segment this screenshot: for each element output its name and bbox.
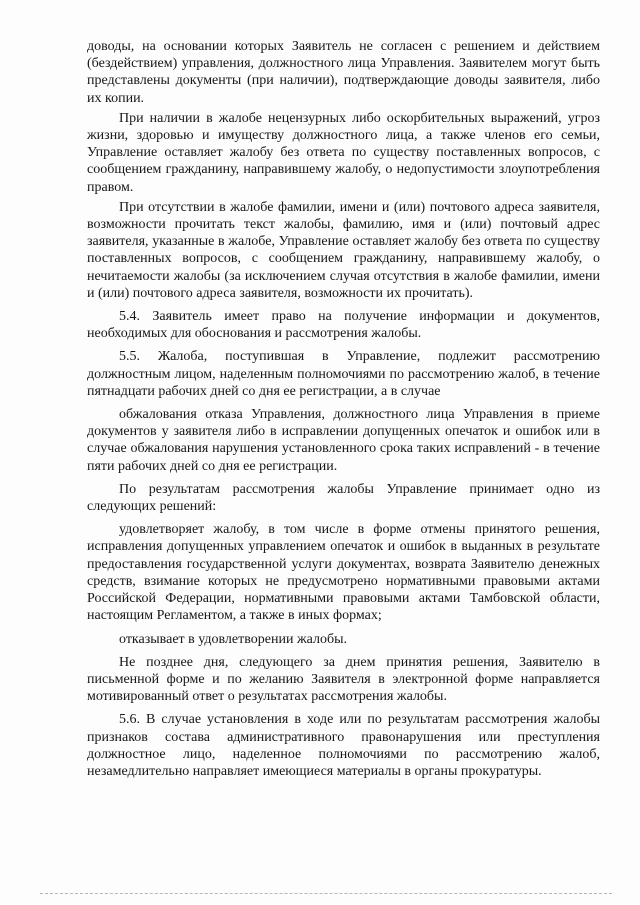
paragraph-arguments: доводы, на основании которых Заявитель не согласен с решением и действием (бездействием) управления, должностного лица Управления. Заявителем могут быть представлены документы (при наличии), подтверждающие доводы заявителя, либо их копии. (87, 39, 600, 106)
paragraph-5-4: 5.4. Заявитель имеет право на получение информации и документов, необходимых для обоснования и рассмотрения жалобы. (87, 309, 600, 342)
paragraph-response-deadline: Не позднее дня, следующего за днем принятия решения, Заявителю в письменной форме и по желанию Заявителя в электронной форме направляется мотивированный ответ о результатах рассмотрения жалобы. (87, 654, 600, 705)
paragraph-decision-refuse: отказывает в удовлетворении жалобы. (119, 631, 347, 647)
paragraph-missing-name: При отсутствии в жалобе фамилии, имени и (или) почтового адреса заявителя, возможности прочитать текст жалобы, фамилию, имя и (или) почтовый адрес заявителя, указанные в жалобе, Управление оставляет жалобу без ответа по существу поставленных вопросов, с сообщением гражданину, направившему жалобу, о нечитаемости жалобы (за исключением случая отсутствия в жалобе фамилии, имени и (или) почтового адреса заявителя, возможности их прочитать). (87, 199, 600, 301)
paragraph-decision-satisfy: удовлетворяет жалобу, в том числе в форме отмены принятого решения, исправления допущенных управлением опечаток и ошибок в выданных в результате предоставления государственной услуги документах, возврата Заявителю денежных средств, взимание которых не предусмотрено нормативными правовыми актами Российской Федерации, нормативными правовыми актами Тамбовской области, настоящим Регламентом, а также в иных формах; (87, 522, 600, 624)
paragraph-decisions-intro: По результатам рассмотрения жалобы Управление принимает одно из следующих решений: (87, 481, 600, 515)
page-bottom-edge (40, 893, 612, 894)
paragraph-5-6: 5.6. В случае установления в ходе или по результатам рассмотрения жалобы признаков состава административного правонарушения или преступления должностное лицо, наделенное полномочиями по рассмотрению жалоб, незамедлительно направляет имеющиеся материалы в органы прокуратуры. (87, 712, 600, 779)
document-body (87, 38, 600, 783)
paragraph-offensive-language: При наличии в жалобе нецензурных либо оскорбительных выражений, угроз жизни, здоровью и имуществу должностного лица, а также членов его семьи, Управление оставляет жалобу без ответа по существу поставленных вопросов, с сообщением гражданину, направившему жалобу, о недопустимости злоупотребления правом. (87, 110, 600, 195)
paragraph-appeal-refusal: обжалования отказа Управления, должностного лица Управления в приеме документов у заявителя либо в исправлении допущенных опечаток и ошибок или в случае обжалования нарушения установленного срока таких исправлений - в течение пяти рабочих дней со дня ее регистрации. (87, 407, 600, 474)
paragraph-5-5: 5.5. Жалоба, поступившая в Управление, подлежит рассмотрению должностным лицом, наделенным полномочиями по рассмотрению жалоб, в течение пятнадцати рабочих дней со дня ее регистрации, а в случае (87, 349, 600, 399)
